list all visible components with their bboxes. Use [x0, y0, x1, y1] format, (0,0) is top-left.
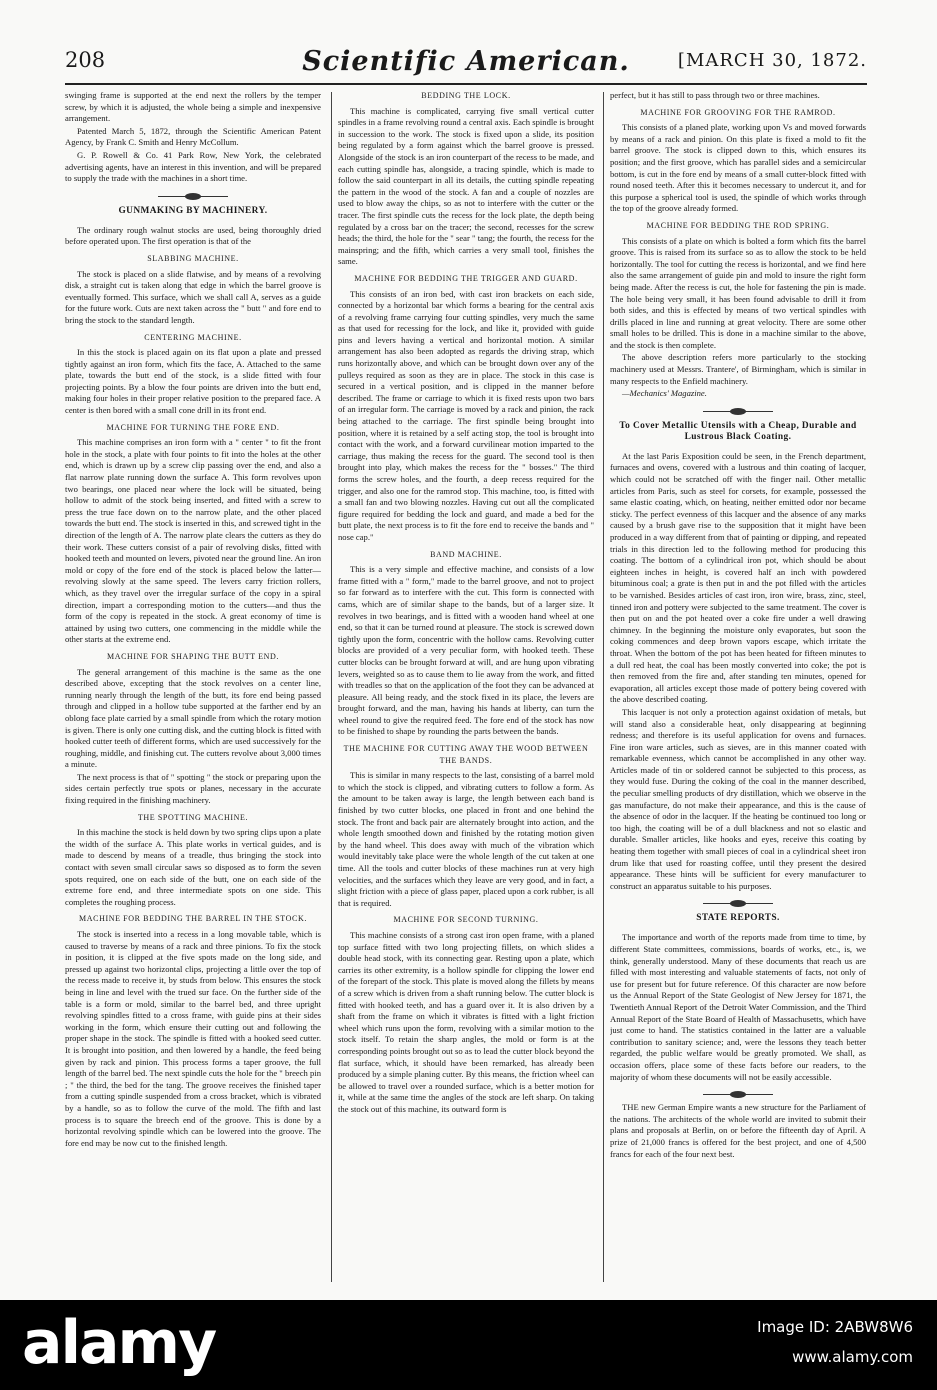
paragraph: This machine is complicated, carrying five small vertical cutter spindles in a frame revolving round a central axis. Each spindle is brought in succession to the work. The stock is fixed upon a slide, its position being regulated by a form against which the barrel groove is pressed. Alongside of the stock is an iron counterpart of the recess to be made, and each cutting spindle has, alongside, a tracing spindle, which is made to follow the said counterpart in all its details, the cutting spindle repeating the pattern in the wood of the stock. A fan and a couple of nozzles are used to blow away the chips, so as not to interfere with the cutter or the tracer. The first spindle cuts the recess for the lock plate, the depth being regulated by a cross bar on the tracer; the second, recesses for the screw heads; the third, the hole for the " sear " tang; the fourth, the recess for the mainspring; and the fifth, which carries a very small tool, finishes the same. — [338, 105, 594, 267]
watermark-info — [757, 1312, 913, 1372]
stock-watermark-banner — [0, 1300, 937, 1390]
image-id: Image ID: 2ABW8W6 — [757, 1318, 913, 1336]
paragraph: In this machine the stock is held down by two spring clips upon a plate the width of the surface A. This plate works in vertical guides, and is made to descend by means of a treadle, thus bringing the stock into contact with seven small circular saws so disposed as to form the seven spots required, one on each side of the butt, one on each side of the extreme fore end, and three intermediate spots on one side. This completes the roughing process. — [65, 827, 321, 907]
section-heading: THE MACHINE FOR CUTTING AWAY THE WOOD BETWEEN THE BANDS. — [343, 744, 589, 765]
section-divider — [703, 1091, 773, 1098]
header-rule — [65, 83, 867, 85]
column-rule — [603, 92, 604, 1282]
page-header — [65, 46, 867, 82]
section-heading: THE SPOTTING MACHINE. — [137, 812, 249, 822]
section-heading: MACHINE FOR GROOVING FOR THE RAMROD. — [640, 107, 836, 117]
page-number: 208 — [65, 48, 106, 72]
paragraph: This lacquer is not only a protection against oxidation of metals, but will stand also a considerable heat, only disappearing at beginning redness; and therefore is its useful application for ovens and furnaces. Fine iron ware articles, such as sieves, are in this manner coated with remarkable evenness, which cannot be accomplished in any other way. Articles made of tin or soldered cannot be subjected to this process, as they would fuse. During the coking of the coal in the manner described, the peculiar smelling products of dry distillation, which we observe in the gas manufacture, do not make their appearance, and this is the cause of the absence of odor in the lacquer. If the heating be continued too long or too high, the coating will be of a dull blackness and not so elastic and durable. Smaller articles, like hooks and eyes, receive this coating by heating them together with small pieces of coal in a cylindrical sheet iron drum like that used for roasting coffee, until they present the desired appearance. These hints will be sufficient for every manufacturer to construct an apparatus suitable to his purposes. — [610, 706, 866, 891]
column-2 — [338, 90, 594, 1290]
paragraph: The ordinary rough walnut stocks are used, being thoroughly dried before operated upon. The first operation is that of the — [65, 224, 321, 247]
section-heading: BEDDING THE LOCK. — [421, 91, 511, 100]
section-heading: MACHINE FOR BEDDING THE ROD SPRING. — [646, 220, 830, 230]
section-heading: MACHINE FOR SECOND TURNING. — [393, 915, 539, 925]
column-1 — [65, 90, 321, 1290]
column-rule — [331, 92, 332, 1282]
paragraph: This consists of a plate on which is bolted a form which fits the barrel groove. This is raised from its surface so as to allow the stock to be held horizontally. The tool for cutting the recess is horizontal, and we find here also the same arrangement of guide pin and mold to insure the right form being made. After the recess is cut, the hole for fastening the pin is made. The hole being very small, it has been found advisable to drill it from both sides, and this is effected by means of two vertical spindles with drills placed in line and running at great velocity. There are some other small holes to be drilled. This is done in a machine similar to the above, and the stock is then complete. — [610, 235, 866, 350]
article-title: STATE REPORTS. — [696, 913, 780, 924]
paragraph: G. P. Rowell & Co. 41 Park Row, New York, the celebrated advertising agents, have an interest in this invention, and will be prepared to supply the trade with the machines in a short time. — [65, 149, 321, 184]
section-divider — [158, 193, 228, 200]
alamy-logo: alamy — [22, 1308, 216, 1378]
paragraph: This consists of an iron bed, with cast iron brackets on each side, connected by a horizontal bar which forms a bearing for the central axis of a revolving frame carrying four cutting spindles, very much the same as that used for recessing for the lock, and like it, provided with guide pins and levers having a vertical and horizontal motion. A similar arrangement has also been adopted as regards the driving strap, which runs horizontally above, and which can be brought down over any of the pulleys required as soon as they are in place. The stock in this case is secured in a vertical position, and is clipped in the manner before described. The frame or carriage to which it is fixed rests upon two bars of an irregular form. The carriage is moved by a rack and pinion, the rack being attached to the carriage. The first spindle being brought into position, where it is retained by a self acting stop, the tool is brought into contact with the work, and a forward curvilinear motion imparted to the carriage, thus making the recess for the guard. The second tool is then brought into play, which makes the recess for the " bosses." The third forms the screw holes, and the fourth, a deep recess required for the trigger, and also one for the ramrod stop. This machine, too, is fitted with a small fan and two blowing nozzles. Having cut out all the complicated figure required for bedding the lock and guard, and made a bed for the butt plate, the next process is to fit the fore end to receive the bands and " nose cap." — [338, 288, 594, 542]
paragraph: Patented March 5, 1872, through the Scientific American Patent Agency, by Frank C. Smith and Henry McCollum. — [65, 125, 321, 148]
paragraph: The importance and worth of the reports made from time to time, by different State committees, commissions, boards of works, etc., is, we think, generally understood. Many of these documents that reach us are filled with most interesting and valuable statements of facts, not only of use for present but for future reference. Of this character are now before us the Annual Report of the State Geologist of New Jersey for 1871, the Twentieth Annual Report of the Detroit Water Commission, and the Third Annual Report of the State Board of Health of Massachusetts, which have just come to hand. The statistics contained in the latter are a valuable contribution to sanitary science; and, were the lessons they teach better regarded, the public welfare would be greatly promoted. We shall, as occasion offers, place some of these facts before our readers, to the majority of whom these documents will not be easily accessible. — [610, 932, 866, 1082]
issue-date: [MARCH 30, 1872. — [677, 50, 867, 71]
paragraph: perfect, but it has still to pass through two or three machines. — [610, 90, 820, 100]
section-heading: MACHINE FOR SHAPING THE BUTT END. — [107, 651, 279, 661]
paragraph: The stock is placed on a slide flatwise, and by means of a revolving disk, a straight cut is taken along that edge in which the barrel groove is eventually formed. This surface, which we shall call A, serves as a guide for the future work. Cuts are next taken across the " butt " and fore end to bring the stock to the standard length. — [65, 268, 321, 325]
section-heading: MACHINE FOR BEDDING THE TRIGGER AND GUARD. — [354, 273, 578, 283]
article-title: GUNMAKING BY MACHINERY. — [118, 205, 268, 216]
section-heading: CENTERING MACHINE. — [144, 332, 242, 342]
paragraph: THE new German Empire wants a new structure for the Parliament of the nations. The architects of the whole world are invited to submit their plans and proposals at Berlin, on or before the fifteenth day of April. A prize of 21,000 francs is offered for the best project, and one of 4,500 francs for each of the four next best. — [610, 1102, 866, 1159]
section-divider — [703, 408, 773, 415]
masthead: Scientific American. — [302, 46, 630, 77]
article-title: To Cover Metallic Utensils with a Cheap, Durable and Lustrous Black Coating. — [619, 420, 857, 442]
section-divider — [703, 900, 773, 907]
paragraph: In this the stock is placed again on its flat upon a plate and pressed tightly against an iron form, which fits the face, A. Attached to the same plate, towards the butt end of the stock, is a slide fitted with four projecting points. By a blow the four points are driven into the butt end, making four holes in their proper relative position to the prepared face. A center is then bored with a small cone drill in its front end. — [65, 347, 321, 416]
paragraph: This machine comprises an iron form with a " center " to fit the front hole in the stock, a plate with four points to fit into the holes at the other end, which is drawn up by a screw clip passing over the end, and also a flat narrow plate running down the surface A. This form revolves upon two bearings, one placed near where the lock will be situated, being hollow to admit of the stock being inserted, and fitted with a screw to press the true face down on to the narrow plate, and the other placed towards the butt end. The stock is inserted in this, and screwed tight in the direction of the length of A. The narrow plate clears the cutters as they do their work. These cutters consist of a pair of revolving disks, fitted with hooked teeth and mounted on levers, pivoted near the ground line. An iron mold or copy of the fore end of the stock is placed below the latter—revolving slowly at the same speed. The levers carry friction rollers, which, as they travel over the irregular surface of the copy in a spiral direction, impart a corresponding motion to the cutters—and thus the form of the copy is repeated in the stock. A great economy of time is attained by using two cutters, one commencing in the middle while the other starts at the extreme end. — [65, 437, 321, 645]
paragraph: The above description refers more particularly to the stocking machinery used at Messrs. Trantere', of Birmingham, which is similar in many respects to the Enfield machinery. — [610, 352, 866, 386]
paragraph: This machine consists of a strong cast iron open frame, with a planed top surface fitted with two long projecting fillets, on which slides a double head stock, with its connecting gear. Resting upon a plate, which carries its other extremity, is a hollow spindle for clipping the lower end of the forepart of the stock. This plate is moved along the fillets by means of a screw which is driven from a shaft running below. The cutter block is fitted with hooked teeth, and has a guard over it. It is also driven by a shaft from the frame on which it vibrates is fitted with a light friction wheel which runs upon the form, revolving with a similar motion to the stock itself. To retain the sharp angles, the mold or form is at the corresponding points brought out so as to lead the cutter block beyond the flat surface, which, it should have been remarked, has already been produced by a simple planing cutter. By this means, the friction wheel can be allowed to travel over a rounded surface, which is a better motion for it, while at the same time the angles of the stock are left sharp. On taking the stock out of this machine, its outward form is — [338, 929, 594, 1114]
site-url: www.alamy.com — [792, 1348, 913, 1366]
section-heading: BAND MACHINE. — [430, 549, 502, 559]
paragraph: The stock is inserted into a recess in a long movable table, which is caused to traverse by means of a rack and three pinions. To fix the stock in position, it is clipped at the five spots made on the long side, and pressed up against two horizontal clips, projecting a little over the top of the recess made to receive it, by studs from below. This ensures the stock being in line and level with the trued sur face. On the further side of the table is a form or mold, similar to the barrel bed, and three upright revolving spindles fitted to a cross frame, with guide pins at their sides working in the form, which ensure their cutting out and following the proper shape in the stock. The spindle is fitted with a hooked seed cutter. It is brought into position, and then lowered by a handle, the feed being given by rack and pinion. This process forms a taper groove, the full length of the barrel bed. The next spindle cuts the hole for the " breech pin ; " the third, the bed for the tang. The groove receives the finished taper from a cutting spindle suspended from a cross bracket, which is vibrated by a handle, so as to follow the curve of the mold. The fifth and last process is to square the breech end of the groove. This is done by a horizontal revolving spindle which can be lowered into the groove. The fore end may be now cut to the finished length. — [65, 929, 321, 1148]
section-heading: SLABBING MACHINE. — [147, 253, 239, 263]
paragraph: This is similar in many respects to the last, consisting of a barrel mold to which the stock is clipped, and vibrating cutters to follow a form. As the amount to be taken away is large, the length between each band is finished by two cutter blocks, one placed in front and one behind the stock. The front and back pair are alternately brought into action, and the whole length smoothed down and finished by the rotating motion given by the hand wheel. This does away with much of the vibration which would inevitably take place were the whole length of the cut taken at one time. All the tools and cutter blocks of these machines run at very high velocities, and the surfaces which they leave are very good, and in fact, a slight friction with a piece of glass paper, placed upon a cork rubber, is all that is required. — [338, 770, 594, 908]
paragraph: swinging frame is supported at the end next the rollers by the temper screw, by which it is adjusted, the whole being a simple and inexpensive arrangement. — [65, 90, 321, 124]
column-3 — [610, 90, 866, 1290]
paragraph: The next process is that of " spotting " the stock or preparing upon the sides certain perfectly true spots or planes, necessary in the accurate fixing required in the finishing machinery. — [65, 771, 321, 806]
source-attribution: —Mechanics' Magazine. — [622, 388, 707, 399]
section-heading: MACHINE FOR BEDDING THE BARREL IN THE STOCK. — [79, 914, 307, 924]
paragraph: The general arrangement of this machine is the same as the one described above, excepting that the stock revolves on a center line, running nearly through the length of the butt, its fore end being passed through and clipped in a hollow tube supported at the farther end by an oblong face plate carried by a small spindle from which the rotary motion is given. There is only one cutting disk, and the cutting block is fitted with hooked cutter teeth of different forms, which are used successively for the roughing, middle, and finishing cut. The cutters revolve about 3,000 times a minute. — [65, 666, 321, 770]
paragraph: This is a very simple and effective machine, and consists of a low frame fitted with a " form," made to the barrel groove, and not to project so far forward as to interfere with the cut. This form is connected with cams, which are of similar shape to the bands, but of a larger size. It revolves in two bearings, and is fitted with a wooden hand wheel at one end, so that it can be turned round at pleasure. The stock is screwed down tightly upon the form, concentric with the hollow cams. Revolving cutter blocks are provided of a very peculiar form, with hooked teeth. These cutter blocks can be brought forward at will, and are hung upon vibrating levers, weighted so as to cause them to lie away from the work, and fitted with treadles so that on the application of the foot they can be advanced at pleasure. All being ready, and the stock fixed in its place, the levers are brought forward, and the man, having his hands at liberty, can turn the wheel round to give the required feed. The fore end of the stock has now to be finished to shape by rounding the parts between the bands. — [338, 564, 594, 737]
section-heading: MACHINE FOR TURNING THE FORE END. — [106, 422, 280, 432]
paragraph: At the last Paris Exposition could be seen, in the French department, furnaces and ovens, covered with a lustrous and thin coating of lacquer, which could not be scratched off with the finger nail. Other metallic articles from Paris, such as steel for corsets, for example, possessed the same elastic coating, which, on heating, neither emitted odor nor became sticky. The perfect evenness of this lacquer and the absence of any marks caused by a brush gave rise to the supposition that it might have been produced in a way different from that of painting or dipping, and repeated trials in this direction led to the following method for producing this coating. The bottom of a cylindrical iron pot, which should be about eighteen inches in height, is covered half an inch with powdered bituminous coal; a grate is then put in and the pot filled with the articles to be varnished. Besides articles of cast iron, iron wire, brass, zinc, steel, tinned iron and pottery were subjected to the same treatment. The cover is then put on and the pot heated over a coke fire under a well drawing chimney. In the beginning the moisture only evaporates, but soon the coking commences and deep brown vapors escape, which irritate the throat. When the bottom of the pot has been heated for fifteen minutes to a dull red heat, the coal has been mostly converted into coke; the pot is then removed from the fire and, after standing ten minutes, opened for evaporation, all articles except those made of pottery being covered with the above described coating. — [610, 450, 866, 705]
paragraph: This consists of a planed plate, working upon Vs and moved forwards by means of a rack and pinion. On this plate is fixed a mold to fit the barrel groove. The stock is clipped down to this, which ensures its position; and the first groove, which has parallel sides and a semicircular bottom, is cut in the fore end by means of a small cutter-block fitted with round nosed teeth. After this it becomes necessary to undercut it, and for this purpose a spherical tool is used, the spindle of which works through the top of the groove already formed. — [610, 122, 866, 214]
